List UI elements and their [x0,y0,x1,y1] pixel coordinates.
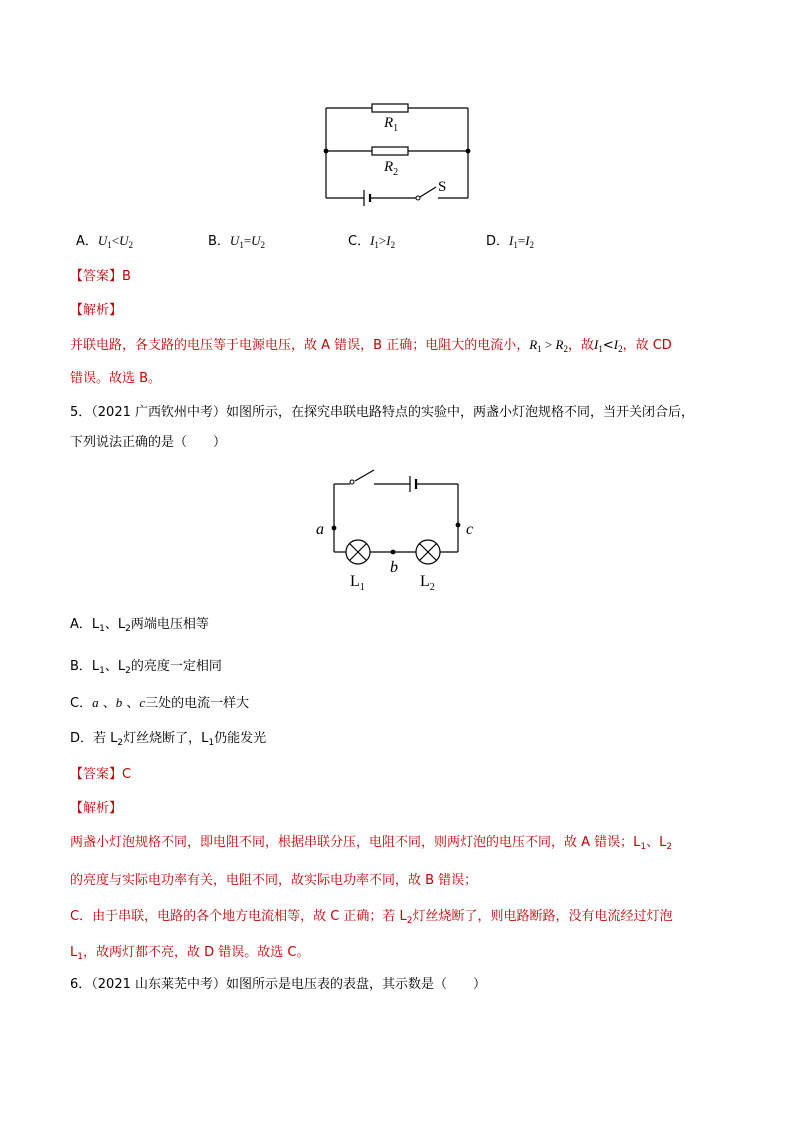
q5-option-d: D．若 $L_2$灯丝烧断了，$L_1$仍能发光 [70,731,267,748]
q4-option-d: D．$I_1=I_2$ [486,233,535,250]
junction-dot [466,149,471,154]
r2-label: $R_2$ [384,159,399,178]
q5-analysis-title: 【解析】 [70,801,123,816]
q5-option-a: A．$L_1$、$L_2$两端电压相等 [70,617,209,634]
q4-option-a: A．$U_1<U_2$ [76,233,134,250]
q5-option-b: B．$L_1$、$L_2$的亮度一定相同 [70,659,222,676]
q5-analysis-line3: C．由于串联，电路的各个地方电流相等，故 C 正确；若 $L_2$灯丝烧断了，则电路断路，没有电流经过灯泡 [70,909,673,926]
q4-parallel-circuit-diagram [318,96,478,208]
q4-analysis-line2: 错误。故选 B。 [70,371,162,386]
point-c-label: c [466,521,474,538]
r1-label: $R_1$ [384,115,399,134]
q4-analysis-title: 【解析】 [70,303,123,318]
q5-analysis-line1: 两盏小灯泡规格不同，即电阻不同，根据串联分压，电阻不同，则两灯泡的电压不同，故 A 错误；$L_1$、$L_2$ [70,835,673,852]
bulb-l2-label: $L_2$ [420,573,435,593]
switch-label: S [438,179,447,195]
q4-analysis-line1: 并联电路，各支路的电压等于电源电压，故 A 错误，B 正确；电阻大的电流小，$R_1 > R_2$，故$I_1<I_2$，故 CD [70,337,672,354]
q5-stem-line2: 下列说法正确的是（ ） [70,435,227,450]
q5-series-circuit-diagram [310,466,480,602]
bulb-l1-label: $L_1$ [350,573,365,593]
point-b-dot [391,550,396,555]
q4-answer: 【答案】B [70,269,131,284]
junction-dot [324,149,329,154]
point-b-label: b [390,559,398,576]
switch-contact [350,480,354,484]
q5-analysis-line2: 的亮度与实际电功率有关，电阻不同，故实际电功率不同，故 B 错误； [70,873,478,888]
point-c-dot [456,523,461,528]
switch-contact [416,196,420,200]
resistor-r1 [372,104,408,112]
q5-option-c: C．a 、b 、c三处的电流一样大 [70,695,250,711]
point-a-dot [332,526,337,531]
switch-lever [420,187,436,197]
resistor-r2 [372,147,408,155]
q6-stem: 6．（2021 山东莱芜中考）如图所示是电压表的表盘，其示数是（ ） [70,977,486,992]
q4-option-c: C．$I_1>I_2$ [348,233,396,250]
switch-lever [355,470,374,481]
q5-stem-line1: 5．（2021 广西钦州中考）如图所示，在探究串联电路特点的实验中，两盏小灯泡规格不同，当开关闭合后， [70,405,694,420]
q5-analysis-line4: $L_1$，故两灯都不亮，故 D 错误。故选 C。 [70,945,310,962]
q4-option-b: B．$U_1=U_2$ [208,233,266,250]
point-a-label: a [316,521,324,538]
q5-answer: 【答案】C [70,767,132,782]
